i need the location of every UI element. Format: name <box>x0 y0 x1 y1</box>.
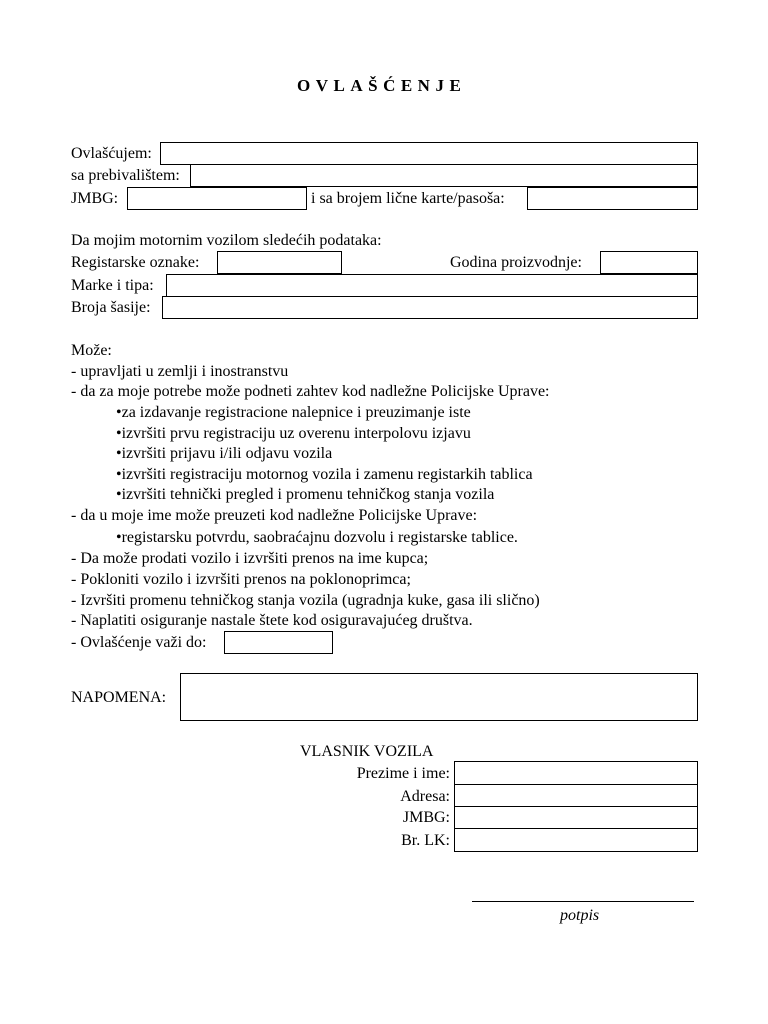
registarske-oznake-label: Registarske oznake: <box>71 254 200 271</box>
prezime-ime-label: Prezime i ime: <box>356 765 450 782</box>
marka-tip-label: Marke i tipa: <box>71 277 154 294</box>
licna-karta-label: i sa brojem lične karte/pasoša: <box>311 190 505 207</box>
signature-label: potpis <box>560 907 600 924</box>
permission-subitem: •registarsku potvrdu, saobraćajnu dozvolu i registarske tablice. <box>116 529 518 546</box>
signature-line[interactable] <box>472 901 694 902</box>
vehicle-intro: Da mojim motornim vozilom sledećih podataka: <box>71 232 382 249</box>
marka-tip-field[interactable] <box>166 274 698 297</box>
jmbg-field[interactable] <box>127 187 307 210</box>
jmbg-label: JMBG: <box>71 190 119 207</box>
owner-title: VLASNIK VOZILA <box>300 743 434 760</box>
broj-sasije-field[interactable] <box>162 296 698 319</box>
permission-item: - Da može prodati vozilo i izvršiti prenos na ime kupca; <box>71 550 429 567</box>
owner-jmbg-field[interactable] <box>454 806 698 829</box>
moze-label: Može: <box>71 342 112 359</box>
adresa-field[interactable] <box>454 784 698 807</box>
broj-sasije-label: Broja šasije: <box>71 299 151 316</box>
ovlascujem-field[interactable] <box>160 142 698 165</box>
prebivaliste-label: sa prebivalištem: <box>71 167 180 184</box>
permission-subitem: •izvršiti tehnički pregled i promenu tehničkog stanja vozila <box>116 486 495 503</box>
napomena-field[interactable] <box>180 673 698 721</box>
adresa-label: Adresa: <box>400 788 450 805</box>
document-title: OVLAŠĆENJE <box>297 76 467 95</box>
permission-item: - da u moje ime može preuzeti kod nadležne Policijske Uprave: <box>71 507 478 524</box>
godina-proizvodnje-label: Godina proizvodnje: <box>450 254 582 271</box>
prebivaliste-field[interactable] <box>190 164 698 187</box>
permission-subitem: •za izdavanje registracione nalepnice i preuzimanje iste <box>116 404 471 421</box>
godina-proizvodnje-field[interactable] <box>600 251 698 274</box>
permission-item: - upravljati u zemlji i inostranstvu <box>71 363 289 380</box>
permission-subitem: •izvršiti prijavu i/ili odjavu vozila <box>116 445 333 462</box>
permission-item: - Naplatiti osiguranje nastale štete kod osiguravajućeg društva. <box>71 612 473 629</box>
registarske-oznake-field[interactable] <box>217 251 342 274</box>
valid-until-label: - Ovlašćenje važi do: <box>71 634 207 651</box>
valid-until-field[interactable] <box>224 631 333 654</box>
permission-subitem: •izvršiti prvu registraciju uz overenu interpolovu izjavu <box>116 425 471 442</box>
ovlascujem-label: Ovlašćujem: <box>71 145 152 162</box>
owner-jmbg-label: JMBG: <box>402 809 450 826</box>
permission-subitem: •izvršiti registraciju motornog vozila i zamenu registarkih tablica <box>116 466 533 483</box>
br-lk-label: Br. LK: <box>401 832 450 849</box>
prezime-ime-field[interactable] <box>454 761 698 785</box>
permission-item: - da za moje potrebe može podneti zahtev kod nadležne Policijske Uprave: <box>71 383 550 400</box>
permission-item: - Pokloniti vozilo i izvršiti prenos na poklonoprimca; <box>71 571 411 588</box>
licna-karta-field[interactable] <box>527 187 698 210</box>
permission-item: - Izvršiti promenu tehničkog stanja vozila (ugradnja kuke, gasa ili slično) <box>71 592 540 609</box>
br-lk-field[interactable] <box>454 828 698 852</box>
napomena-label: NAPOMENA: <box>71 689 167 706</box>
